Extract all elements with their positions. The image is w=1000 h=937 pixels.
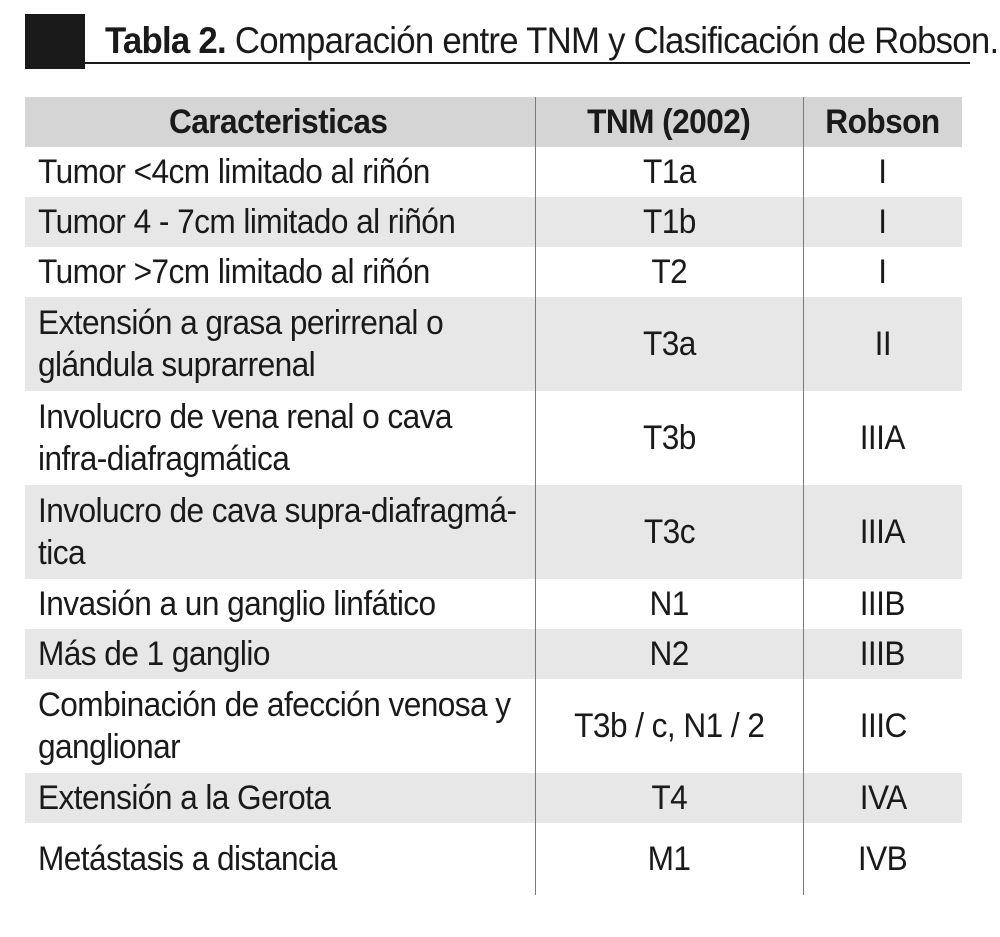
cell-tnm: T3a — [535, 297, 803, 391]
table-row — [25, 773, 962, 823]
cell-tnm: T4 — [535, 773, 803, 823]
cell-caracteristica: Metástasis a distancia — [38, 840, 337, 878]
table-row — [25, 297, 962, 391]
table-row — [25, 679, 962, 773]
header-robson: Robson — [803, 97, 962, 147]
cell-caracteristica: Tumor <4cm limitado al riñón — [38, 153, 430, 191]
cell-tnm: T1b — [535, 197, 803, 247]
table-row — [25, 823, 962, 895]
caption-rule — [85, 62, 970, 64]
cell-tnm: N2 — [535, 629, 803, 679]
cell-tnm: T2 — [535, 247, 803, 297]
table-header-row — [25, 97, 962, 147]
cell-robson: IIIA — [803, 485, 962, 579]
cell-robson: I — [803, 147, 962, 197]
cell-robson: IIIC — [803, 679, 962, 773]
caption-text: Comparación entre TNM y Clasificación de Robson. — [234, 20, 999, 61]
table-caption — [105, 18, 998, 64]
cell-caracteristica: Invasión a un ganglio linfático — [38, 585, 436, 623]
cell-robson: IIIB — [803, 629, 962, 679]
table-row — [25, 197, 962, 247]
cell-tnm: T3b / c, N1 / 2 — [535, 679, 803, 773]
cell-tnm: T3b — [535, 391, 803, 485]
cell-tnm: T1a — [535, 147, 803, 197]
table-row — [25, 579, 962, 629]
cell-tnm: N1 — [535, 579, 803, 629]
cell-caracteristica: Combinación de afección venosa y ganglionar — [38, 686, 511, 766]
cell-robson: IVB — [803, 823, 962, 895]
header-tnm: TNM (2002) — [535, 97, 803, 147]
cell-caracteristica: Involucro de vena renal o cava infra-diafragmática — [38, 398, 452, 478]
cell-robson: I — [803, 197, 962, 247]
table-row — [25, 629, 962, 679]
cell-caracteristica: Extensión a la Gerota — [25, 773, 535, 823]
cell-caracteristica: Tumor >7cm limitado al riñón — [38, 253, 430, 291]
comparison-table — [25, 97, 962, 895]
cell-robson: IVA — [803, 773, 962, 823]
table-row — [25, 391, 962, 485]
cell-caracteristica: Extensión a grasa perirrenal o glándula suprarrenal — [25, 297, 535, 391]
cell-robson: I — [803, 247, 962, 297]
cell-robson: IIIB — [803, 579, 962, 629]
cell-robson: IIIA — [803, 391, 962, 485]
cell-caracteristica: Involucro de cava supra-diafragmá- tica — [25, 485, 535, 579]
cell-tnm: T3c — [535, 485, 803, 579]
table-row — [25, 247, 962, 297]
table-row — [25, 147, 962, 197]
caption-marker-block — [25, 14, 85, 69]
cell-tnm: M1 — [535, 823, 803, 895]
caption-label: Tabla 2. — [105, 20, 226, 61]
cell-caracteristica: Tumor 4 - 7cm limitado al riñón — [25, 197, 535, 247]
header-caracteristicas: Caracteristicas — [25, 97, 535, 147]
table-row — [25, 485, 962, 579]
cell-robson: II — [803, 297, 962, 391]
cell-caracteristica: Más de 1 ganglio — [25, 629, 535, 679]
